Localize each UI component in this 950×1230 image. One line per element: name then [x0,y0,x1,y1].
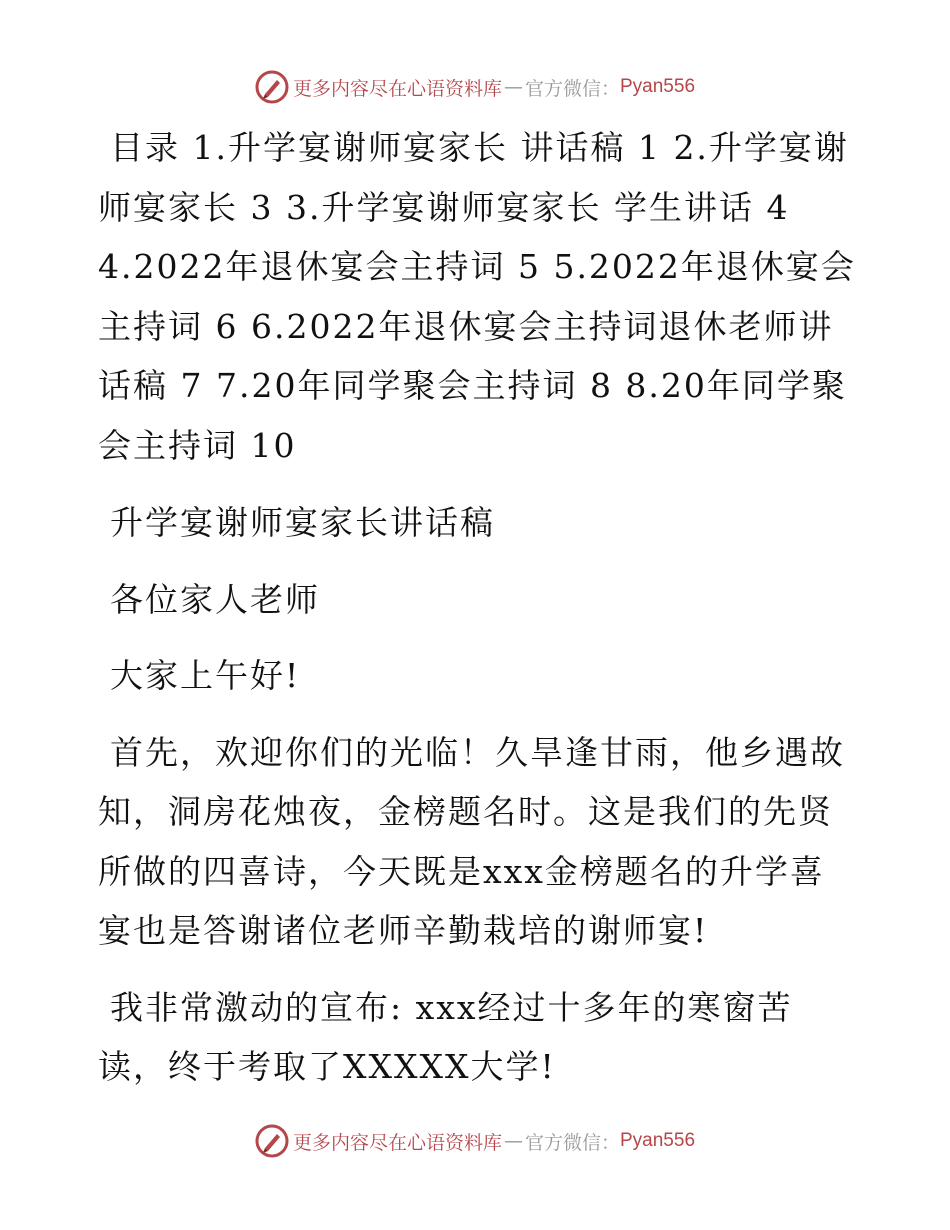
document-title: 升学宴谢师宴家长讲话稿 [110,503,495,542]
watermark-brand-text: 更多内容尽在心语资料库 [292,77,502,100]
footer-watermark [0,1124,950,1158]
watermark-wechat-label: 官方微信： [524,1131,620,1154]
watermark-dash: — [503,1130,523,1152]
watermark-brand-text: 更多内容尽在心语资料库 [292,1131,502,1154]
watermark-wechat-id: Pyan556 [620,1130,696,1151]
salutation: 各位家人老师 [110,579,320,619]
greeting: 大家上午好! [110,656,301,695]
pen-logo-icon [255,70,289,104]
pen-logo-icon [255,1124,289,1158]
watermark-dash: — [503,76,523,98]
header-watermark [0,70,950,104]
watermark-wechat-label: 官方微信： [524,77,620,100]
paragraph-welcome: 首先，欢迎你们的光临！久旱逢甘雨，他乡遇故知，洞房花烛夜，金榜题名时。这是我们的先贤所做的四喜诗，今天既是xxx金榜题名的升学喜宴也是答谢诸位老师辛勤栽培的谢师宴! [98,732,845,950]
paragraph-announcement: 我非常激动的宣布: xxx经过十多年的寒窗苦读，终于考取了XXXXX大学! [98,987,793,1086]
table-of-contents: 目录 1.升学宴谢师宴家长 讲话稿 1 2.升学宴谢师宴家长 3 3.升学宴谢师宴家长 学生讲话 4 4.2022年退休宴会主持词 5 5.2022年退休宴会主持词 6 6.2022年退休宴会主持词退休老师讲话稿 7 7.20年同学聚会主持词 8 8.20年同学聚会主持词 10 [98,128,856,465]
watermark-wechat-id: Pyan556 [620,76,696,97]
document-body [98,118,858,1114]
